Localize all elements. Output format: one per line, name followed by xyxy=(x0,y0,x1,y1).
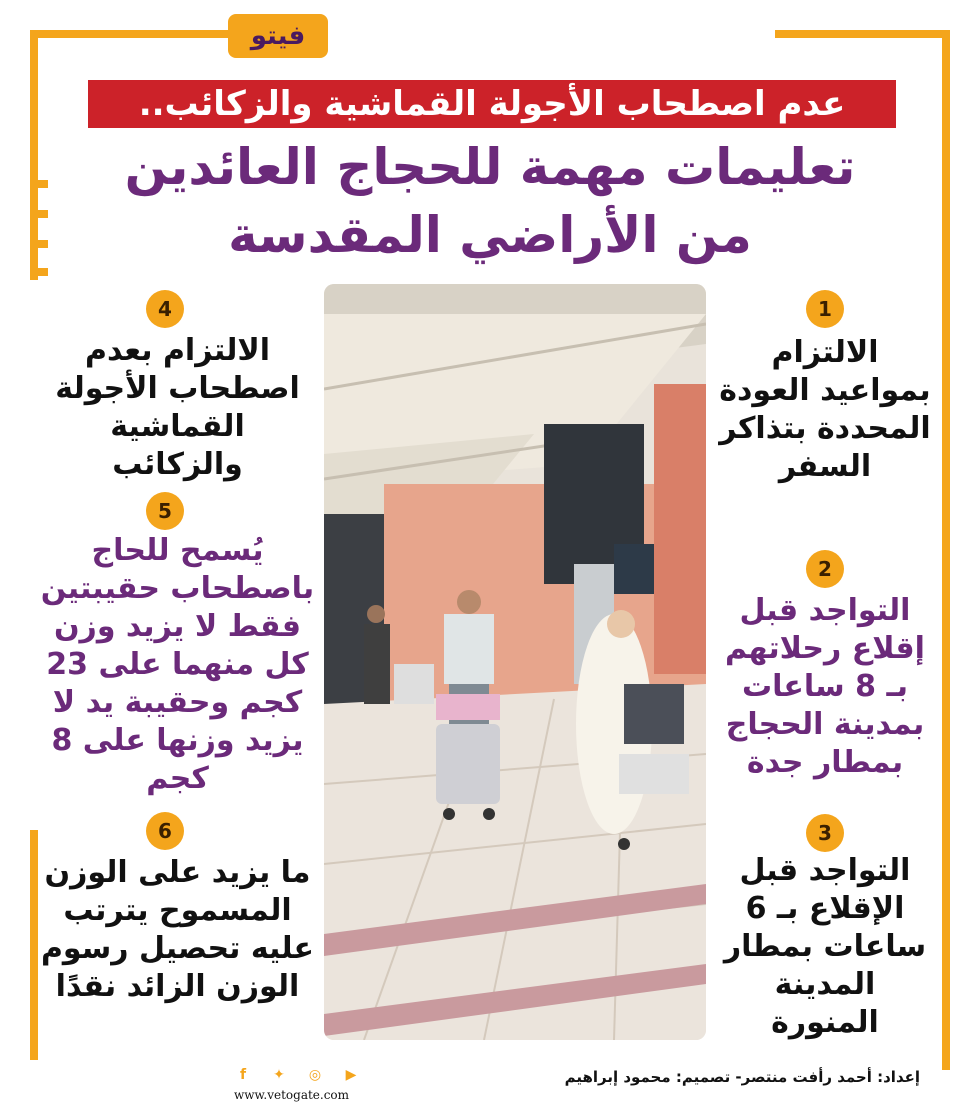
brand-logo[interactable]: فيتو xyxy=(228,14,328,58)
step-text-5: يُسمح للحاج باصطحاب حقيبتين فقط لا يزيد وزن كل منهما على 23 كجم وحقيبة يد لا يزيد وزنها على 8 كجم xyxy=(40,533,315,796)
step-badge-2: 2 xyxy=(806,550,844,588)
step-text-1: الالتزام بمواعيد العودة المحددة بتذاكر السفر xyxy=(719,335,931,484)
step-text-4: الالتزام بعدم اصطحاب الأجولة القماشية والزكائب xyxy=(55,333,300,482)
step-badge-1: 1 xyxy=(806,290,844,328)
twitter-icon[interactable]: ✦ xyxy=(273,1067,285,1083)
frame-dash xyxy=(30,210,48,218)
credits: إعداد: أحمد رأفت منتصر- تصميم: محمود إبراهيم xyxy=(564,1068,920,1086)
frame-dash xyxy=(30,268,48,276)
frame-right xyxy=(942,30,950,1070)
frame-left-low xyxy=(30,830,38,1060)
step-badge-3: 3 xyxy=(806,814,844,852)
frame-dash xyxy=(30,240,48,248)
facebook-icon[interactable]: f xyxy=(239,1067,247,1083)
step-text-6: ما يزيد على الوزن المسموح يترتب عليه تحصيل رسوم الوزن الزائد نقدًا xyxy=(40,855,315,1004)
step-text-2: التواجد قبل إقلاع رحلاتهم بـ 8 ساعات بمدينة الحجاج بمطار جدة xyxy=(725,593,925,780)
headline-ribbon: عدم اصطحاب الأجولة القماشية والزكائب.. xyxy=(88,80,896,128)
page-title-line1: تعليمات مهمة للحجاج العائدين xyxy=(124,138,856,196)
step-text-3: التواجد قبل الإقلاع بـ 6 ساعات بمطار المدينة المنورة xyxy=(723,853,927,1040)
step-badge-5: 5 xyxy=(146,492,184,530)
page-title-line2: من الأراضي المقدسة xyxy=(228,206,752,264)
airport-photo xyxy=(324,284,706,1040)
frame-top-right xyxy=(775,30,950,38)
step-badge-6: 6 xyxy=(146,812,184,850)
youtube-icon[interactable]: ▶ xyxy=(345,1067,357,1083)
step-badge-4: 4 xyxy=(146,290,184,328)
social-links xyxy=(232,1066,362,1084)
frame-dash xyxy=(30,180,48,188)
instagram-icon[interactable]: ◎ xyxy=(308,1067,322,1083)
site-url[interactable]: www.vetogate.com xyxy=(234,1088,350,1102)
frame-top-left xyxy=(30,30,230,38)
